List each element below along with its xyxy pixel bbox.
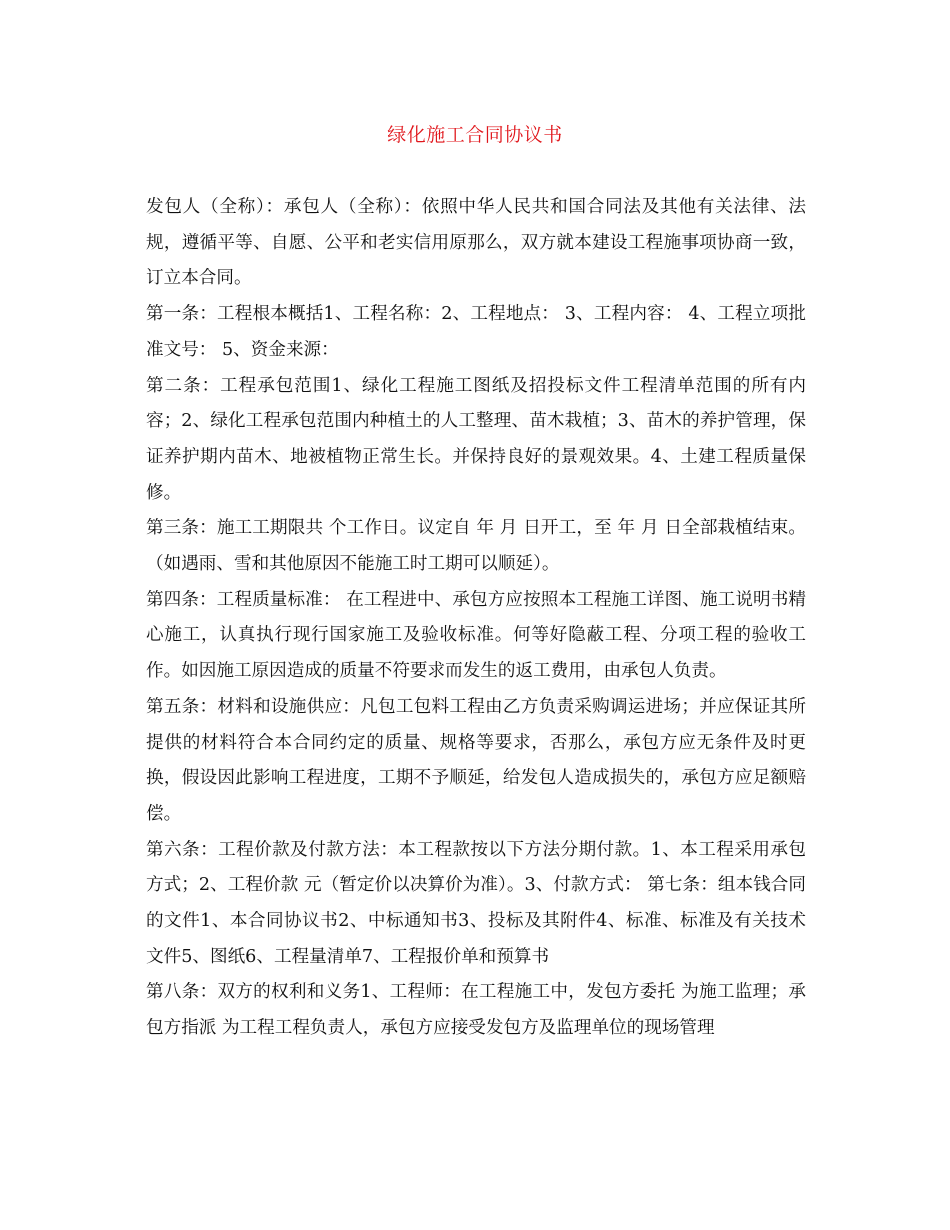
paragraph-article-3: 第三条：施工工期限共 个工作日。议定自 年 月 日开工，至 年 月 日全部栽植结束。（如遇雨、雪和其他原因不能施工时工期可以顺延）。 (146, 518, 806, 575)
paragraph-article-8: 第八条：双方的权利和义务1、工程师：在工程施工中，发包方委托 为施工监理；承包方指派 为工程工程负责人，承包方应接受发包方及监理单位的现场管理 (146, 982, 806, 1039)
paragraph-preamble: 发包人（全称）：承包人（全称）：依照中华人民共和国合同法及其他有关法律、法规，遵循平等、自愿、公平和老实信用原那么，双方就本建设工程施事项协商一致，订立本合同。 (146, 197, 806, 289)
paragraph-article-6-7: 第六条：工程价款及付款方法：本工程款按以下方法分期付款。1、本工程采用承包方式；2、工程价款 元（暂定价以决算价为准）。3、付款方式： 第七条：组本钱合同的文件1、本合同协议书2、中标通知书3、投标及其附件4、标准、标准及有关技术文件5、图纸6、工程量清单7、工程报价单和预算书 (146, 839, 806, 967)
document-title: 绿化施工合同协议书 (387, 124, 563, 146)
document-body (146, 190, 806, 1047)
paragraph-article-2: 第二条：工程承包范围1、绿化工程施工图纸及招投标文件工程清单范围的所有内容；2、绿化工程承包范围内种植土的人工整理、苗木栽植；3、苗木的养护管理，保证养护期内苗木、地被植物正常生长。并保持良好的景观效果。4、土建工程质量保修。 (146, 375, 806, 503)
paragraph-article-1: 第一条：工程根本概括1、工程名称：2、工程地点： 3、工程内容： 4、工程立项批准文号： 5、资金来源： (146, 304, 806, 360)
paragraph-article-4: 第四条：工程质量标准： 在工程进中、承包方应按照本工程施工详图、施工说明书精心施工，认真执行现行国家施工及验收标准。何等好隐蔽工程、分项工程的验收工作。如因施工原因造成的质量不符要求而发生的返工费用，由承包人负责。 (146, 589, 806, 682)
paragraph-article-5: 第五条：材料和设施供应：凡包工包料工程由乙方负责采购调运进场；并应保证其所提供的材料符合本合同约定的质量、规格等要求，否那么，承包方应无条件及时更换，假设因此影响工程进度，工期不予顺延，给发包人造成损失的，承包方应足额赔偿。 (146, 696, 806, 824)
